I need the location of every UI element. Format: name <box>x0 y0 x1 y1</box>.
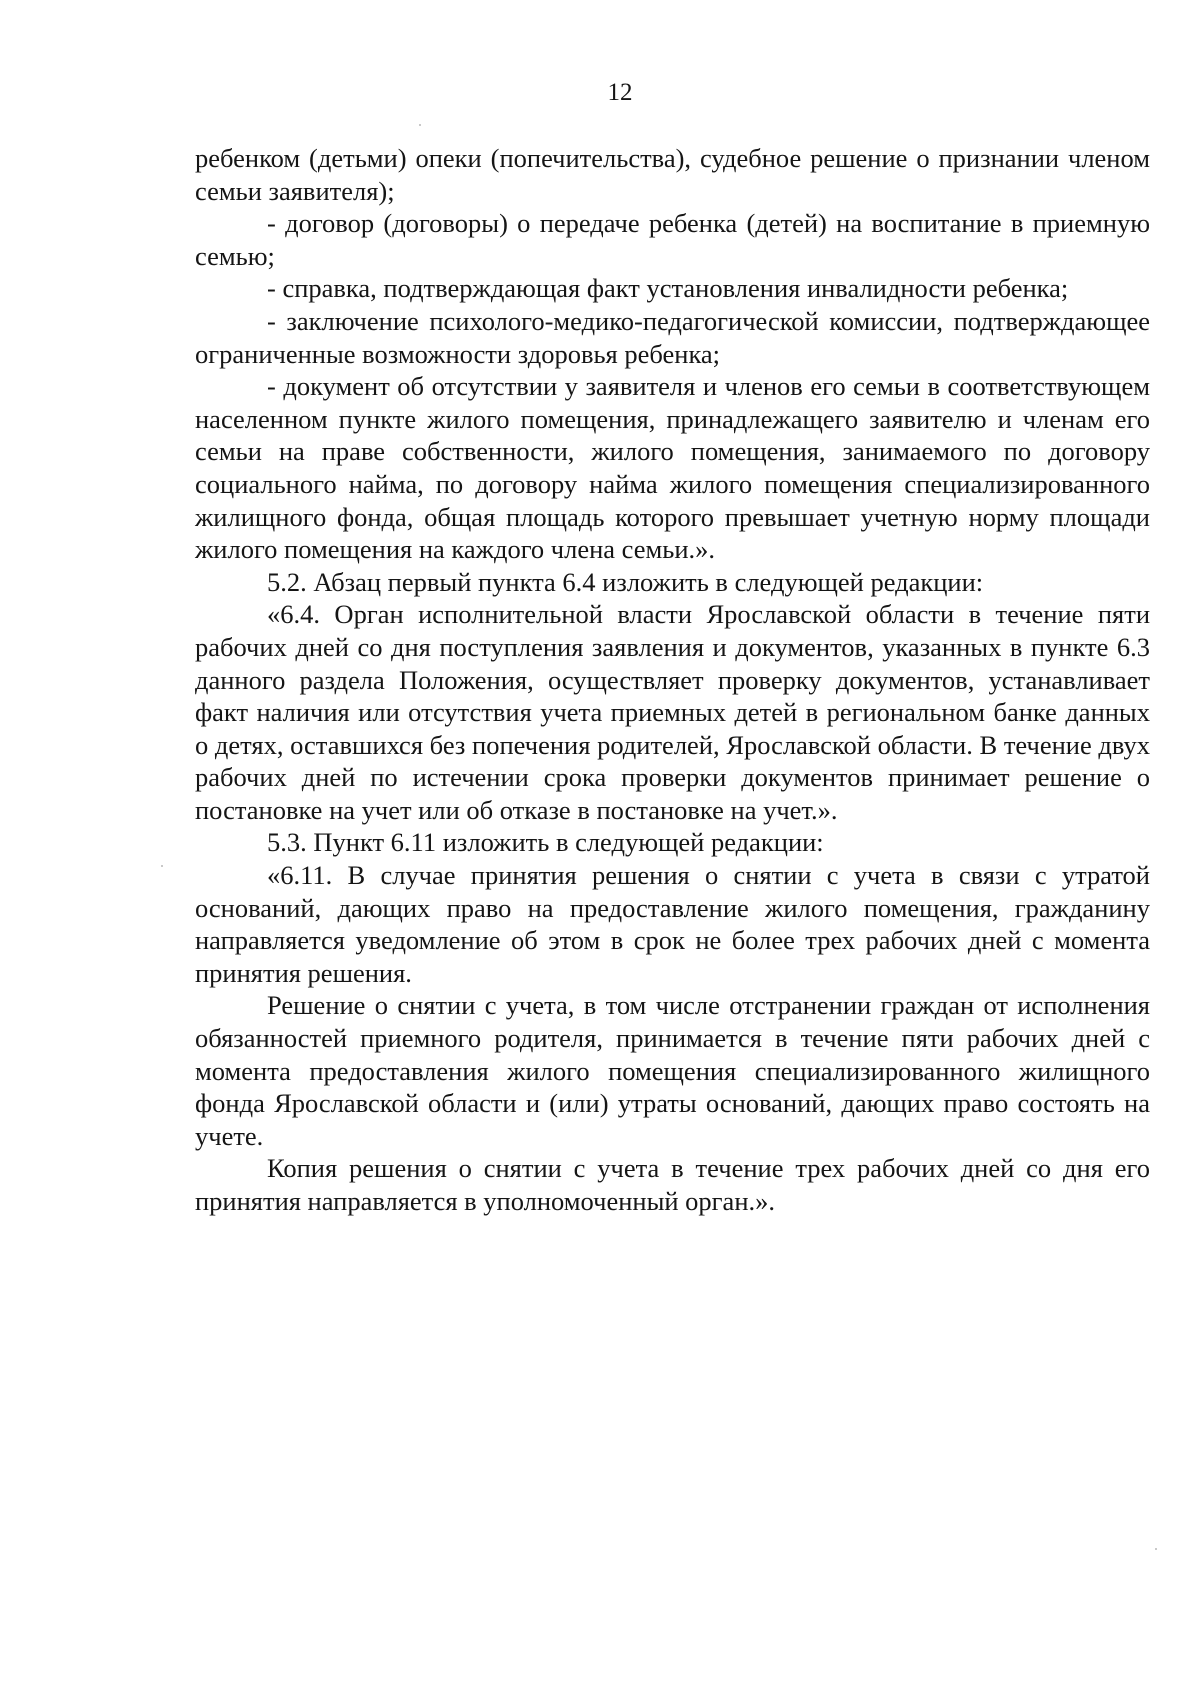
section-6-4-text: «6.4. Орган исполнительной власти Ярославской области в течение пяти рабочих дней со дня поступления заявления и документов, указанных в пункте 6.3 данного раздела Положения, осуществляет проверку документов, устанавливает факт наличия или отсутствия учета приемных детей в региональном банке данных о детях, оставшихся без попечения родителей, Ярославской области. В течение двух рабочих дней по истечении срока проверки документов принимает решение о постановке на учет или об отказе в постановке на учет.». <box>195 599 1150 825</box>
page-number: 12 <box>607 79 633 106</box>
section-6-11-text: «6.11. В случае принятия решения о снятии с учета в связи с утратой оснований, дающих право на предоставление жилого помещения, гражданину направляется уведомление об этом в срок не более трех рабочих дней с момента принятия решения. <box>195 860 1150 988</box>
list-item-disability-certificate: - справка, подтверждающая факт установления инвалидности ребенка; <box>267 273 1069 304</box>
document-body <box>195 142 1150 1218</box>
scan-speck <box>419 124 421 126</box>
paragraph-continuation: ребенком (детьми) опеки (попечительства), судебное решение о признании членом семьи заявителя); <box>195 143 1150 206</box>
list-item-no-housing-document: - документ об отсутствии у заявителя и членов его семьи в соответствующем населенном пункте жилого помещения, принадлежащего заявителю и членам его семьи на праве собственности, жилого помещения, занимаемого по договору социального найма, по договору найма жилого помещения специализированного жилищного фонда, общая площадь которого превышает учетную норму площади жилого помещения на каждого члена семьи.». <box>195 371 1150 565</box>
section-5-2-heading: 5.2. Абзац первый пункта 6.4 изложить в следующей редакции: <box>267 566 984 597</box>
deregistration-decision-paragraph: Решение о снятии с учета, в том числе отстранении граждан от исполнения обязанностей приемного родителя, принимается в течение пяти рабочих дней с момента предоставления жилого помещения специализированного жилищного фонда Ярославской области и (или) утраты оснований, дающих право состоять на учете. <box>195 990 1150 1151</box>
scan-speck <box>1155 1548 1157 1550</box>
list-item-foster-contract: - договор (договоры) о передаче ребенка (детей) на воспитание в приемную семью; <box>195 208 1150 271</box>
scan-speck <box>161 865 163 867</box>
section-5-3-heading: 5.3. Пункт 6.11 изложить в следующей редакции: <box>267 827 824 858</box>
list-item-commission-conclusion: - заключение психолого-медико-педагогической комиссии, подтверждающее ограниченные возможности здоровья ребенка; <box>195 305 1150 369</box>
decision-copy-paragraph: Копия решения о снятии с учета в течение трех рабочих дней со дня его принятия направляется в уполномоченный орган.». <box>195 1153 1150 1216</box>
